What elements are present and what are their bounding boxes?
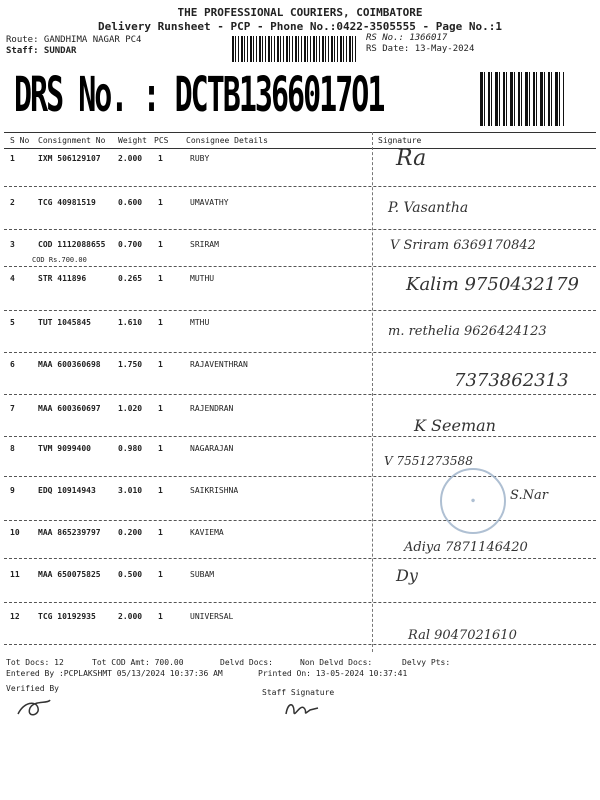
handwritten-signature: Ra [396,146,427,171]
entered-by: Entered By :PCPLAKSHMT 05/13/2024 10:37:36 AM [6,669,223,678]
large-barcode-image [480,72,564,126]
rs-date: RS Date: 13-May-2024 [366,44,475,54]
route-label: Route: GANDHIMA NAGAR PC4 [6,35,142,45]
printed-on: Printed On: 13-05-2024 10:37:41 [258,669,408,678]
signature-column-divider [372,132,373,652]
handwritten-signature: Ral 9047021610 [408,628,517,643]
handwritten-signature: V 7551273588 [384,454,473,468]
runsheet-subtitle: Delivery Runsheet - PCP - Phone No.:0422-3505555 - Page No.:1 [98,20,502,33]
total-cod-amount: Tot COD Amt: 700.00 [92,658,184,667]
handwritten-signature: 7373862313 [454,370,569,391]
delivered-docs: Delvd Docs: [220,658,273,667]
company-title: THE PROFESSIONAL COURIERS, COIMBATORE [177,6,423,19]
delivery-points: Delvy Pts: [402,658,451,667]
col-header-pcs: PCS [154,136,169,145]
rs-number: RS No.: 1366017 [366,33,448,43]
handwritten-signature: P. Vasantha [388,200,469,216]
handwritten-signature: S.Nar [510,488,548,503]
col-header-sno: S No [10,136,30,145]
barcode-image [232,36,356,62]
col-header-weight: Weight [118,136,147,145]
delivery-seal-stamp: ● [440,468,506,534]
runsheet-table: S No Consignment No Weight PCS Consignee Details Signature 1 IXM 506129107 2.000 1 RUBY Ra 2 TCG 40981519 0.600 1 UMAVATHY P. Vasantha 3 COD 1112088655 0.700 1 SRIRAM COD Rs.700.00 V Sriram 6369170842 4 STR 411896 0.265 1 MUTHU Kalim 9750432179 5 TUT 1045845 1.610 1 MTHU m. rethelia 9626424123 6 MAA 600360698 1.750 1 RAJAVENTHRAN 7373862313 7 MAA 600360697 1.020 1 RAJENDRAN K Seeman 8 TVM 9099400 0.980 1 NAGARAJAN V 7551273588 9 EDQ 10914943 3.010 1 SAIKRISHNA S.Nar 10 MAA 865239797 0.200 1 KAVIEMA Adiya 7871146420 11 MAA 650075825 0.500 1 SUBAM Dy 12 TCG 10192935 2.000 1 UNIVERSAL Ral 9047021610 [4,132,596,652]
non-delivered-docs: Non Delvd Docs: [300,658,373,667]
col-header-consignment: Consignment No [38,136,106,145]
staff-signature-mark [282,698,322,720]
col-header-signature: Signature [378,136,422,145]
handwritten-signature: m. rethelia 9626424123 [388,324,547,339]
verified-by-label: Verified By [6,684,59,693]
handwritten-signature: Kalim 9750432179 [406,274,580,295]
cod-amount-note: COD Rs.700.00 [32,256,87,264]
staff-signature-label: Staff Signature [262,688,335,697]
col-header-consignee: Consignee Details [186,136,268,145]
handwritten-signature: Adiya 7871146420 [404,540,528,555]
total-docs: Tot Docs: 12 [6,658,64,667]
verifier-signature-mark [14,696,54,720]
staff-label: Staff: SUNDAR [6,46,77,56]
handwritten-signature: Dy [396,566,418,585]
handwritten-signature: K Seeman [414,416,496,435]
drs-number-stamp: DRS No. : DCTB1366017O1 [14,68,384,124]
handwritten-signature: V Sriram 6369170842 [390,238,536,253]
